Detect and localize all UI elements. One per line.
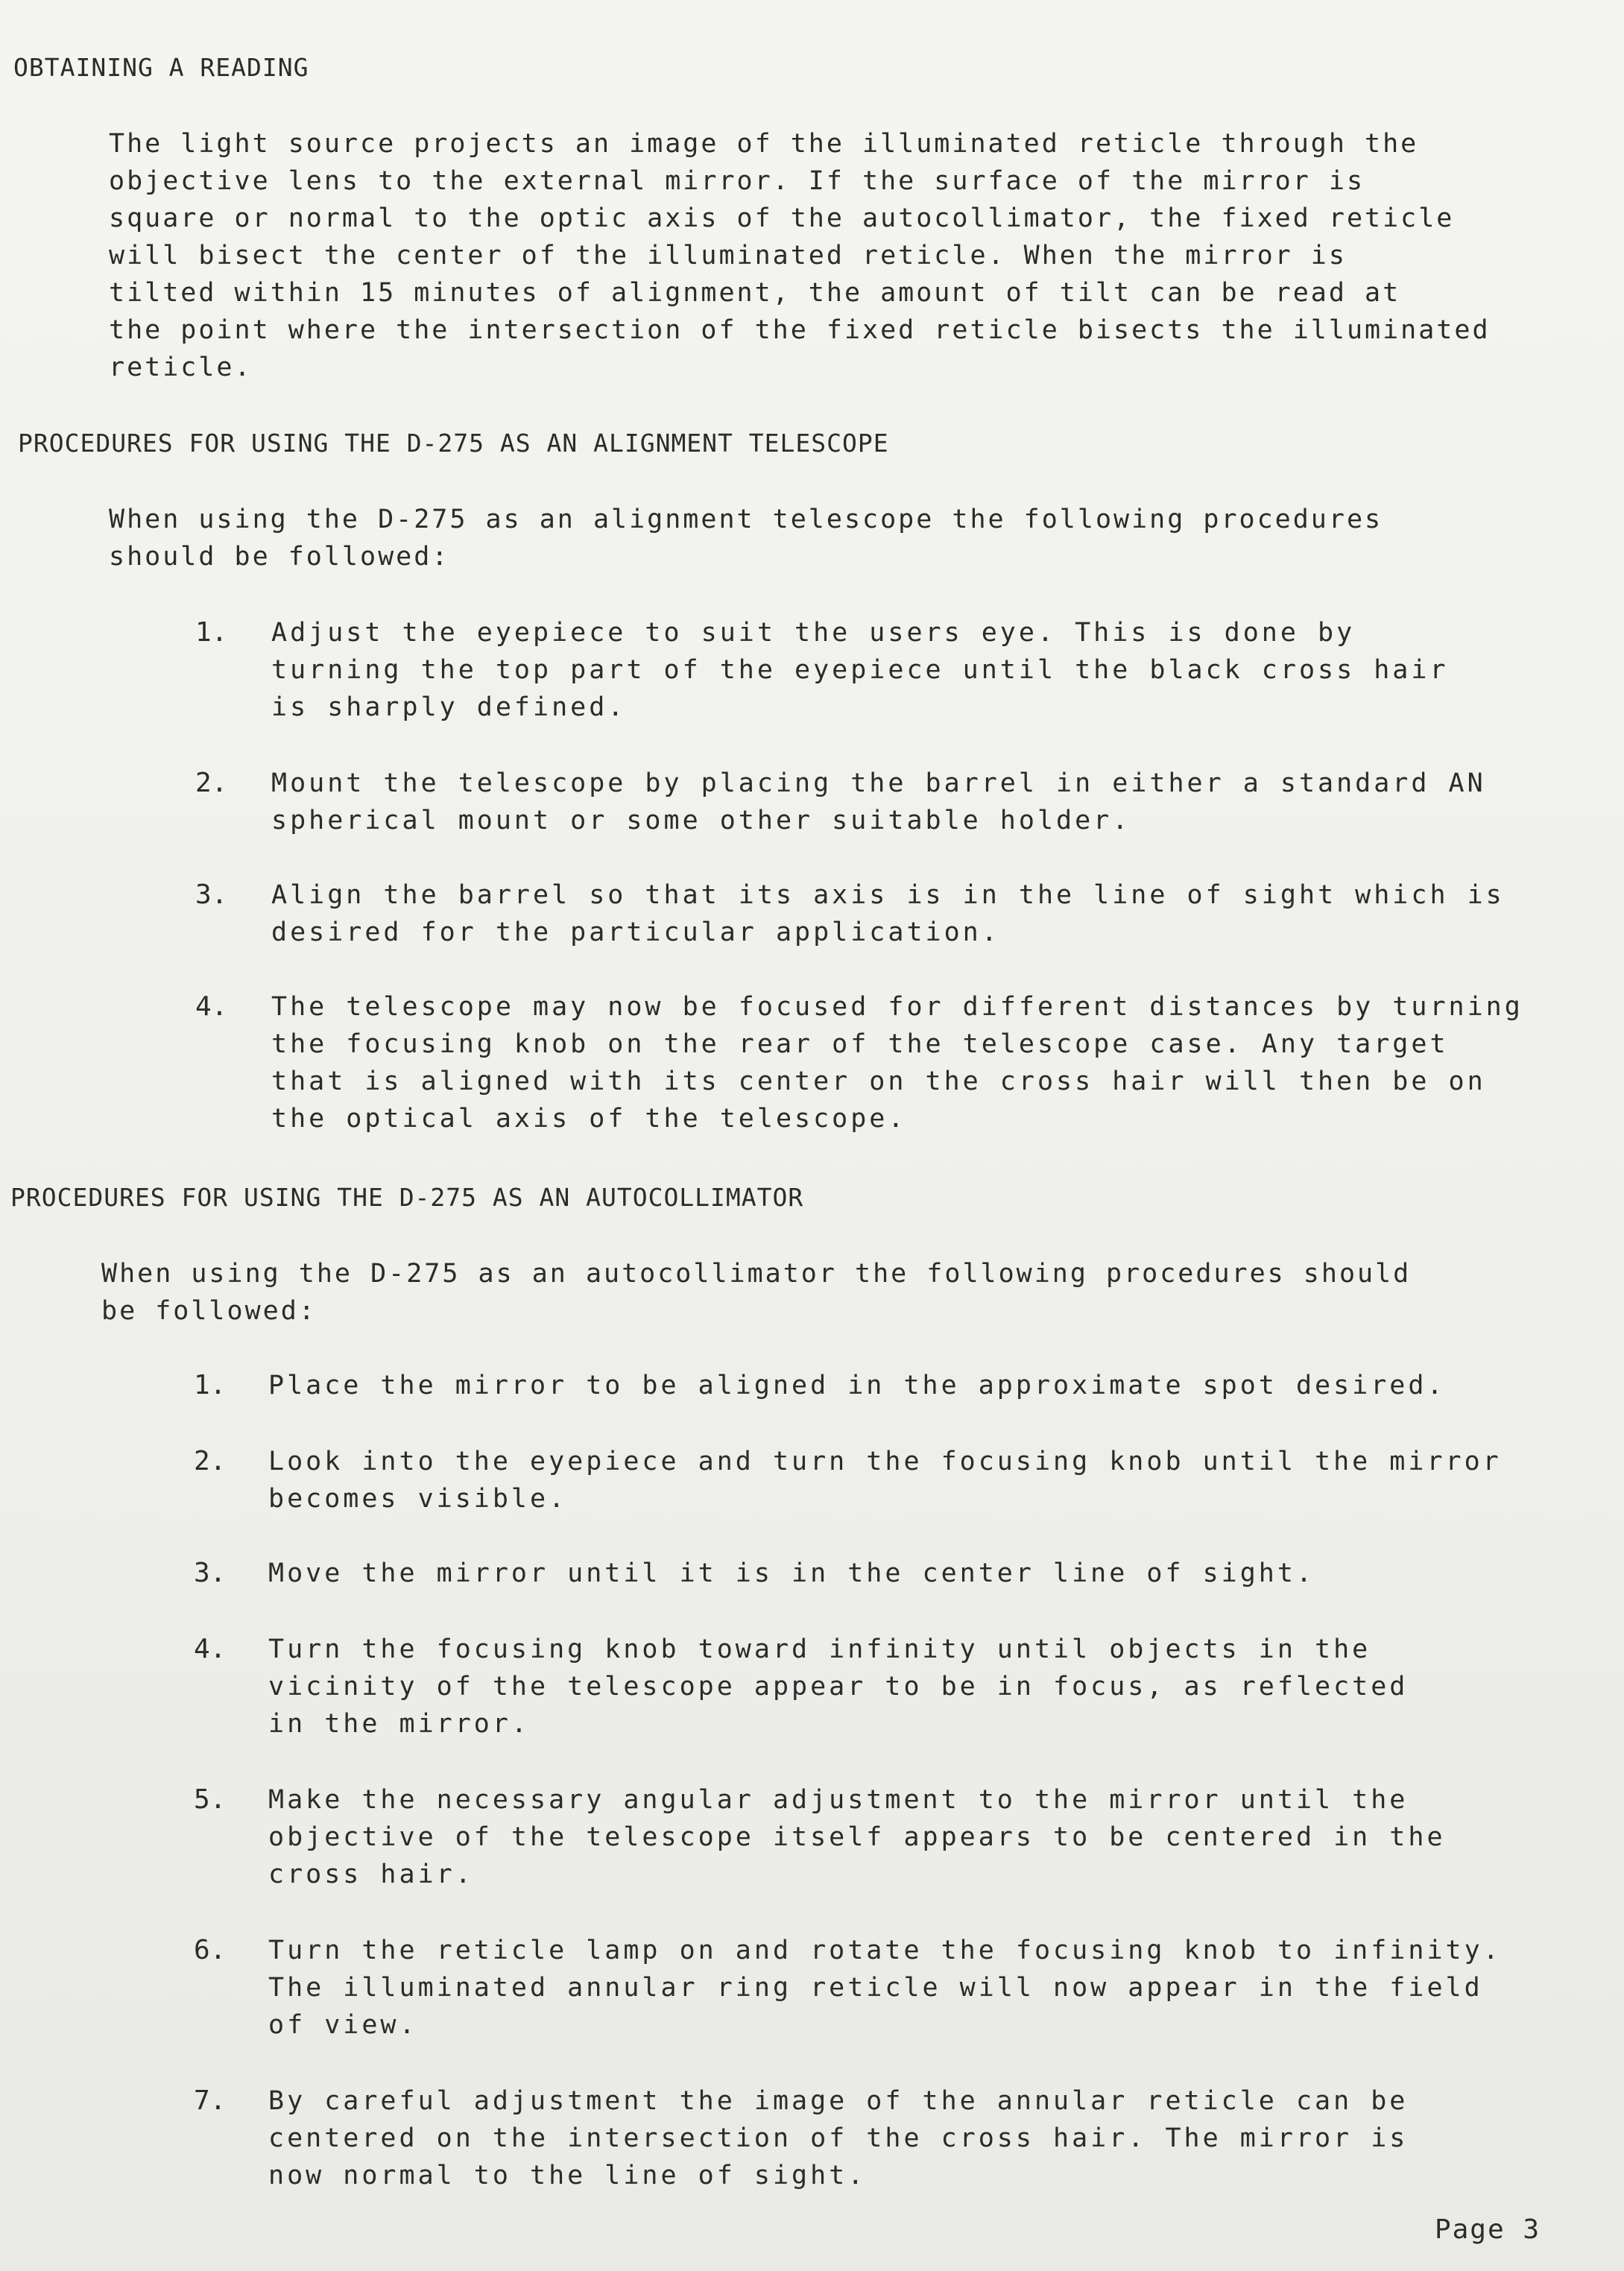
step-text: Place the mirror to be aligned in the approximate spot desired. [268, 1371, 1446, 1400]
obtaining-reading-paragraph: The light source projects an image of the illuminated reticle through the objective lens to the external mirror. If the surface of the mirror is square or normal to the optic axis of the autocollimator, the fixed reticle will bisect the center of the illuminated reticle. When the mirror is tilted within 15 minutes of alignment, the amount of tilt can be read at the point where the intersection of the fixed reticle bisects the illuminated reticle. [109, 129, 1491, 382]
autocollimator-intro: When using the D-275 as an autocollimator the following procedures should be followed: [101, 1259, 1412, 1326]
step-number: 3. [194, 1558, 227, 1588]
step-text: Turn the reticle lamp on and rotate the focusing knob to infinity. The illuminated annular ring reticle will now appear in the field of view. [268, 1936, 1502, 2040]
step-text: By careful adjustment the image of the annular reticle can be centered on the intersection of the cross hair. The mirror is now normal to the line of sight. [268, 2086, 1409, 2191]
section-heading-obtaining-reading: OBTAINING A READING [13, 53, 309, 82]
step-text: Turn the focusing knob toward infinity until objects in the vicinity of the telescope appear to be in focus, as reflected in the mirror. [268, 1634, 1409, 1739]
step-number: 1. [195, 617, 228, 648]
step-text: Adjust the eyepiece to suit the users eye. This is done by turning the top part of the eyepiece until the black cross hair is sharply defined. [271, 618, 1449, 722]
step-number: 3. [195, 879, 228, 910]
step-text: Mount the telescope by placing the barrel in either a standard AN spherical mount or some other suitable holder. [271, 768, 1486, 836]
step-text: Move the mirror until it is in the center line of sight. [268, 1558, 1315, 1588]
section-heading-autocollimator: PROCEDURES FOR USING THE D-275 AS AN AUTOCOLLIMATOR [10, 1183, 804, 1212]
step-number: 4. [195, 991, 228, 1022]
page-number: Page 3 [1434, 2214, 1541, 2245]
step-text: The telescope may now be focused for different distances by turning the focusing knob on the rear of the telescope case. Any target that is aligned with its center on the cross hair will then be on the optical axis of the telescope. [271, 992, 1523, 1134]
step-number: 2. [195, 768, 228, 798]
step-text: Make the necessary angular adjustment to the mirror until the objective of the telescope itself appears to be centered in the cross hair. [268, 1785, 1446, 1889]
step-text: Look into the eyepiece and turn the focusing knob until the mirror becomes visible. [268, 1447, 1502, 1514]
step-number: 2. [194, 1446, 227, 1476]
step-number: 1. [194, 1370, 227, 1400]
step-text: Align the barrel so that its axis is in the line of sight which is desired for the particular application. [271, 880, 1505, 947]
step-number: 6. [194, 1935, 227, 1965]
step-number: 7. [194, 2085, 227, 2116]
section-heading-alignment-telescope: PROCEDURES FOR USING THE D-275 AS AN ALIGNMENT TELESCOPE [18, 429, 889, 458]
step-number: 5. [194, 1784, 227, 1815]
step-number: 4. [194, 1634, 227, 1664]
alignment-telescope-intro: When using the D-275 as an alignment telescope the following procedures should be followed: [109, 505, 1383, 572]
